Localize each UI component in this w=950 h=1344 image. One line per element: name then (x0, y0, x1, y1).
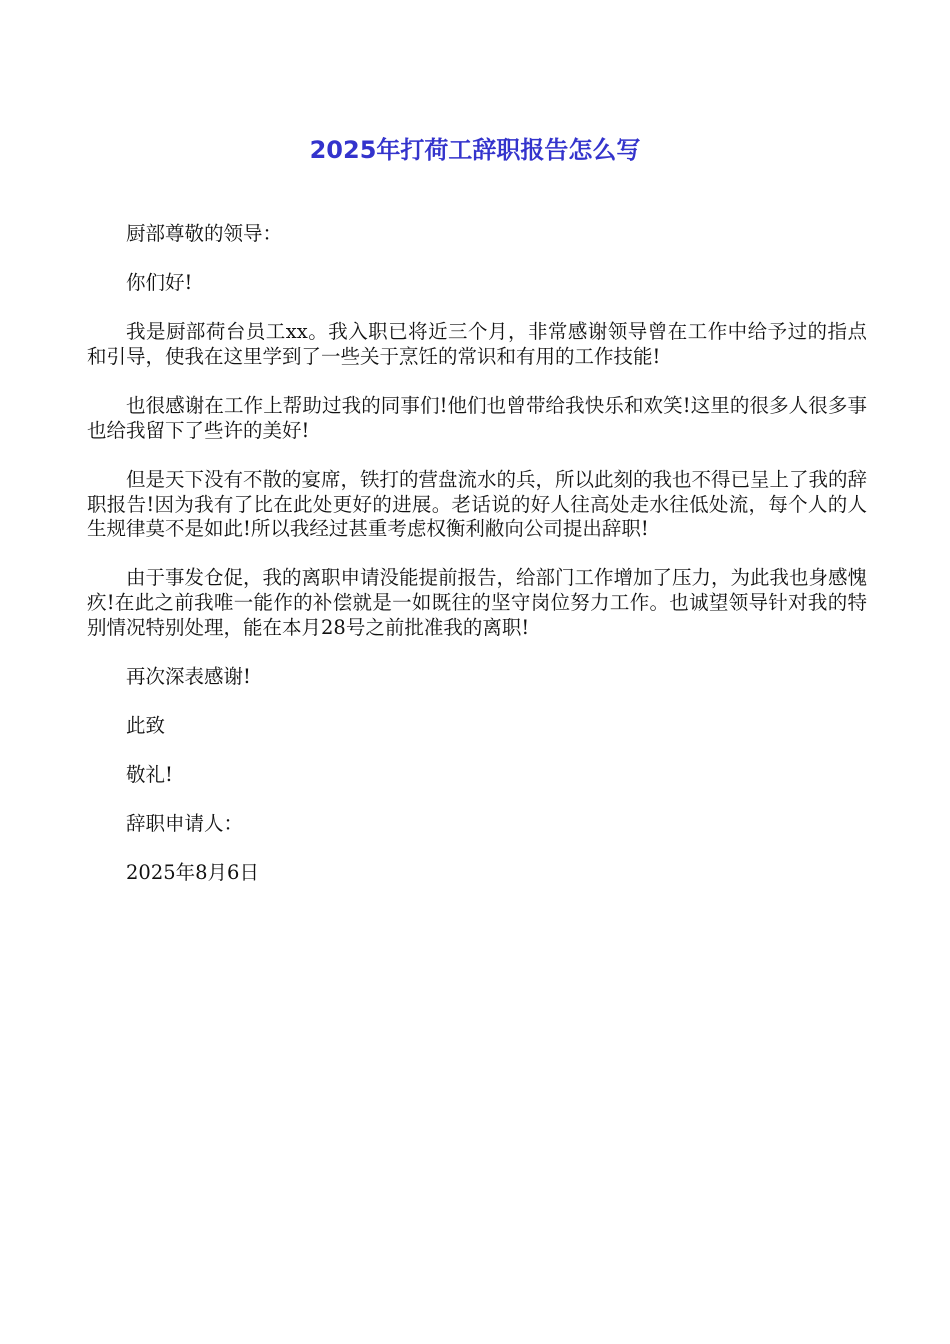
paragraph-reason: 但是天下没有不散的宴席，铁打的营盘流水的兵，所以此刻的我也不得已呈上了我的辞职报告!因为我有了比在此处更好的进展。老话说的好人往高处走水往低处流，每个人的人生规律莫不是如此!所以我经过甚重考虑权衡利敝向公司提出辞职! (87, 467, 868, 541)
signature-label: 辞职申请人： (126, 812, 244, 836)
letter-date: 2025年8月6日 (126, 861, 259, 885)
paragraph-intro: 我是厨部荷台员工xx。我入职已将近三个月，非常感谢领导曾在工作中给予过的指点和引导，使我在这里学到了一些关于烹饪的常识和有用的工作技能! (87, 320, 867, 368)
salutation: 厨部尊敬的领导： (126, 222, 283, 245)
greeting: 你们好! (126, 271, 193, 295)
closing-thanks: 再次深表感谢! (126, 664, 251, 688)
closing-jingli: 敬礼! (126, 763, 173, 787)
paragraph-thanks-colleagues: 也很感谢在工作上帮助过我的同事们!他们也曾带给我快乐和欢笑!这里的很多人很多事也给我留下了些许的美好! (87, 394, 867, 442)
document-title: 2025年打荷工辞职报告怎么写 (309, 136, 641, 164)
letter-body (87, 222, 867, 911)
paragraph-apology: 由于事发仓促，我的离职申请没能提前报告，给部门工作增加了压力，为此我也身感愧疚!在此之前我唯一能作的补偿就是一如既往的坚守岗位努力工作。也诚望领导针对我的特别情况特别处理，能在本月28号之前批准我的离职! (87, 566, 868, 639)
closing-cizhi: 此致 (126, 713, 166, 737)
